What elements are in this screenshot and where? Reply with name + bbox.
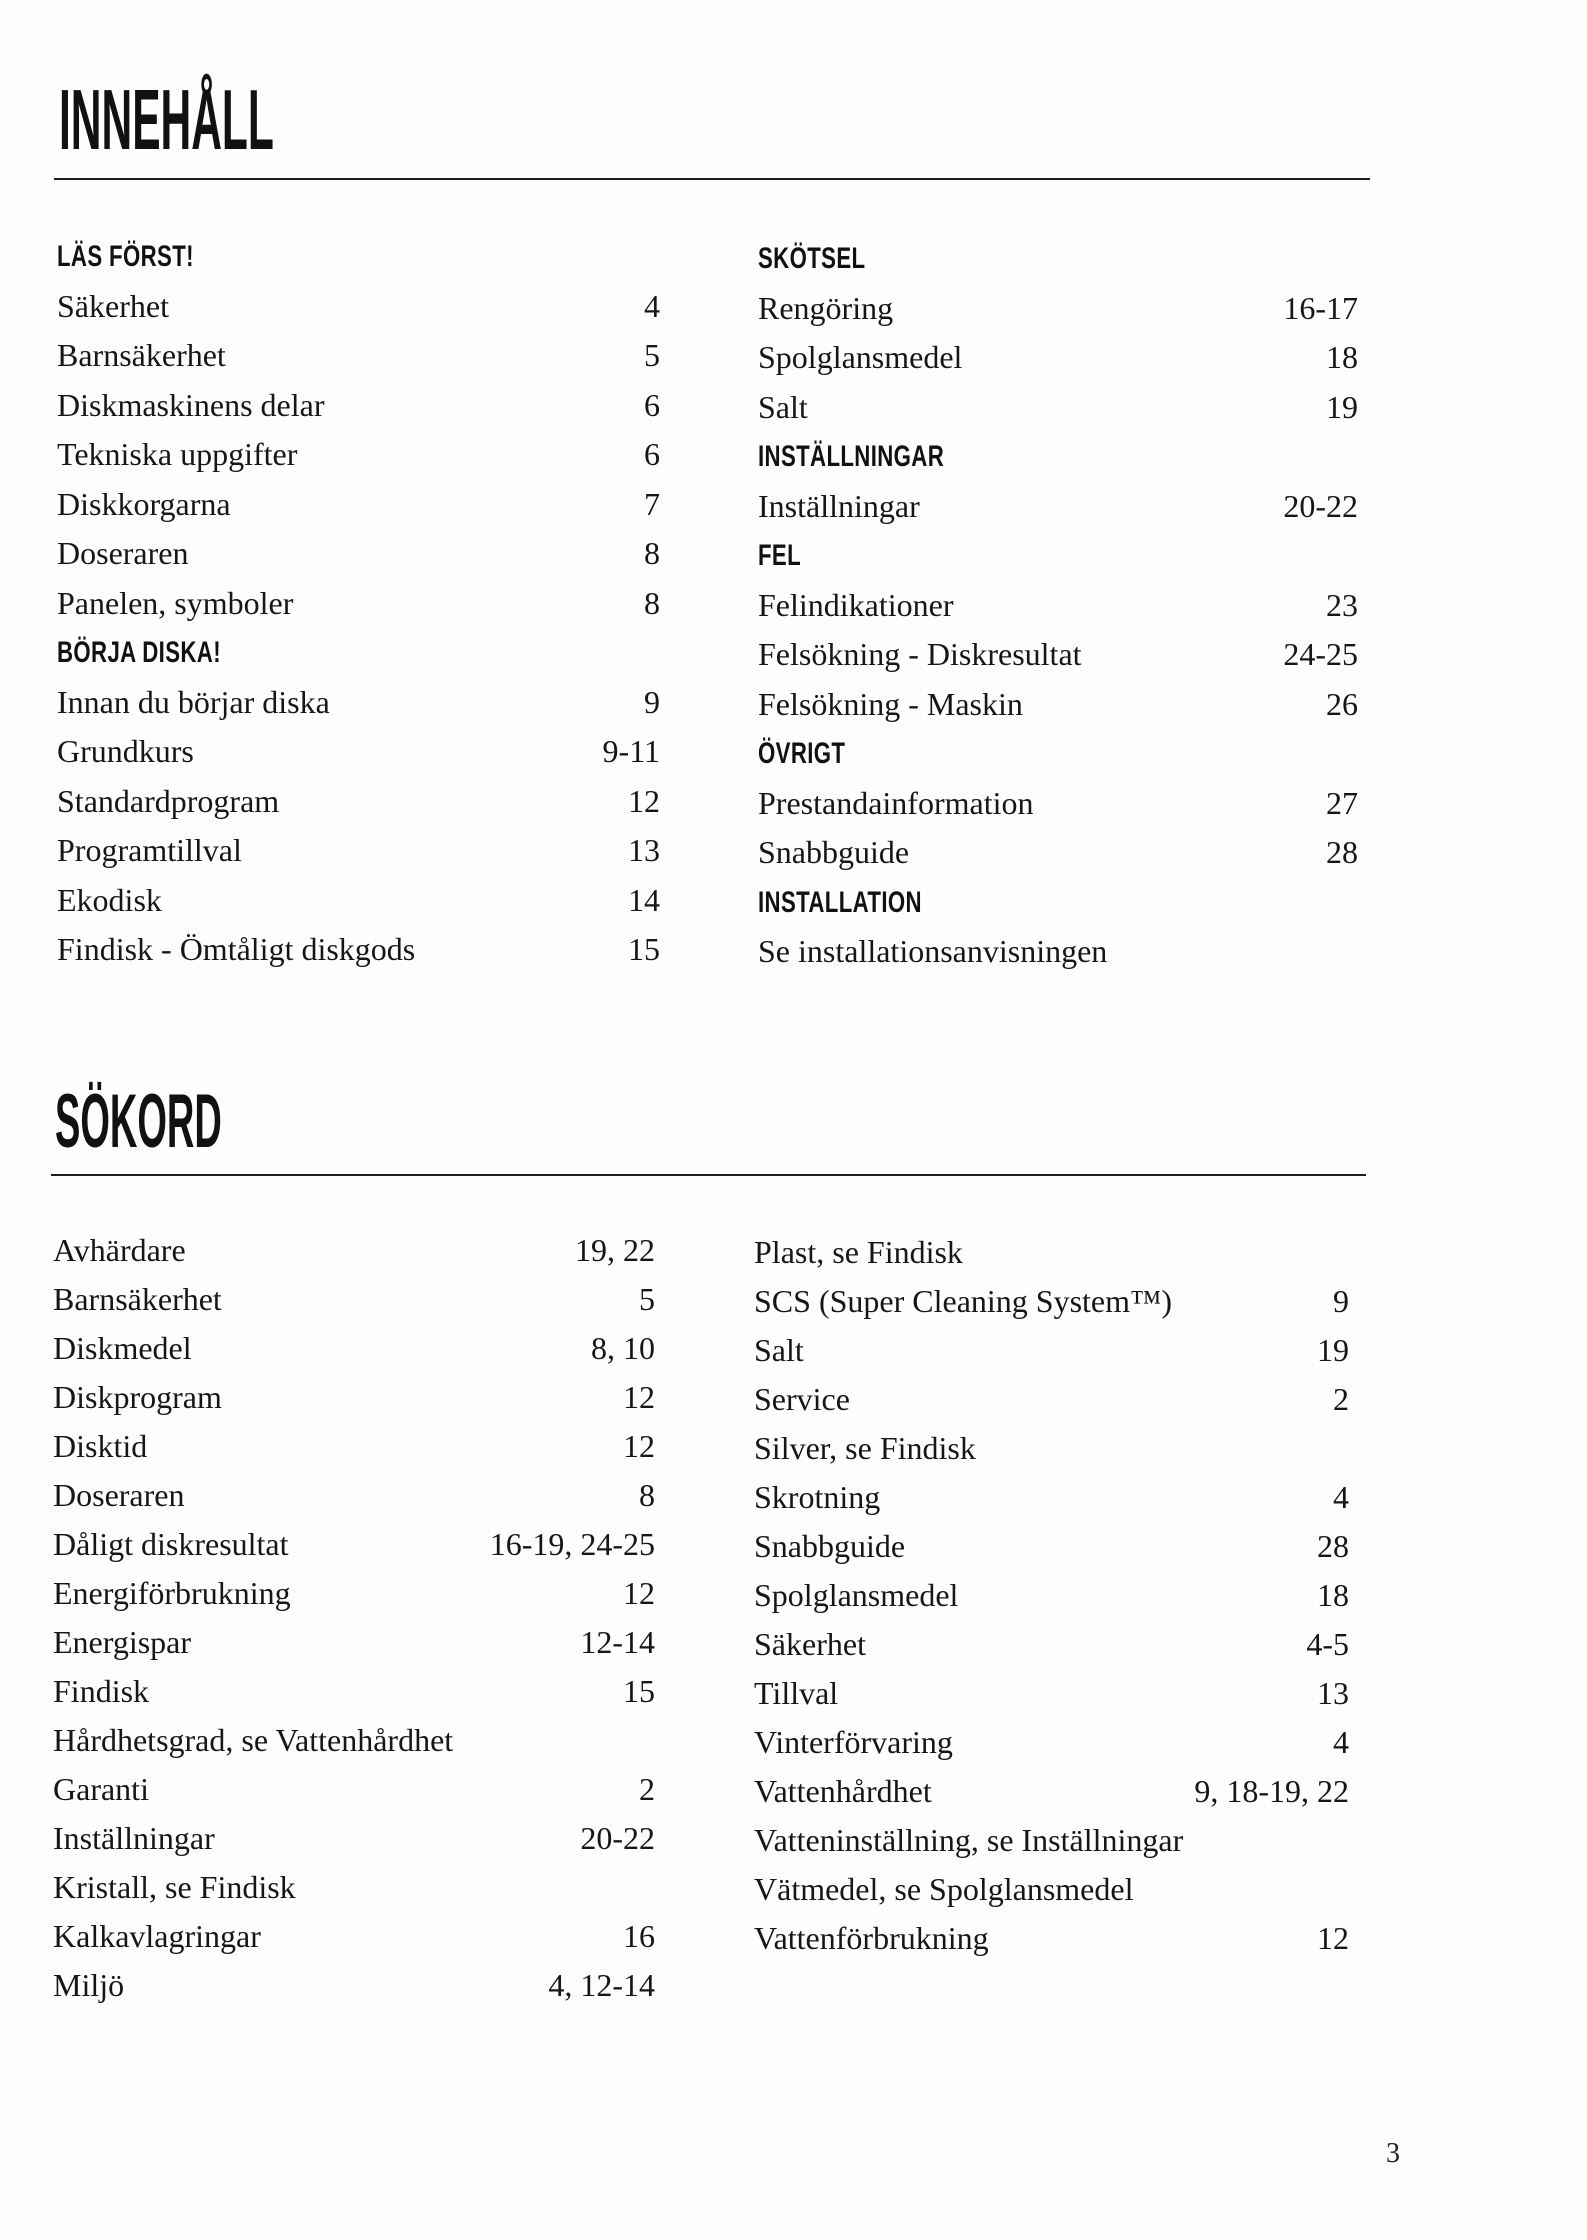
contents-title: INNEHÅLL bbox=[59, 73, 274, 168]
contents-entry bbox=[758, 333, 1358, 383]
contents-entry bbox=[758, 927, 1358, 977]
contents-entry-label: Tekniska uppgifter bbox=[57, 436, 298, 472]
contents-entry-label: Felindikationer bbox=[758, 586, 954, 623]
contents-entry-label: Säkerhet bbox=[57, 287, 169, 324]
contents-entry-page-ref: 13 bbox=[628, 832, 660, 868]
index-entry-label: Diskprogram bbox=[53, 1379, 222, 1415]
index-entry bbox=[754, 1375, 1349, 1424]
contents-entry bbox=[57, 727, 660, 777]
contents-entry bbox=[758, 779, 1358, 829]
section-heading: SKÖTSEL bbox=[758, 242, 866, 275]
contents-entry-label: Diskmaskinens delar bbox=[57, 386, 325, 423]
index-entry bbox=[754, 1522, 1349, 1571]
index-entry-page-ref: 8, 10 bbox=[591, 1330, 655, 1366]
index-entry bbox=[754, 1424, 1349, 1473]
index-entry-page-ref: 4 bbox=[1333, 1479, 1349, 1515]
contents-divider bbox=[54, 178, 1370, 180]
contents-entry-label: Se installationsanvisningen bbox=[758, 933, 1108, 969]
section-heading: ÖVRIGT bbox=[758, 737, 846, 770]
contents-entry-page-ref: 5 bbox=[644, 337, 660, 373]
contents-entry-label: Prestandainformation bbox=[758, 784, 1034, 821]
contents-entry-label: Innan du börjar diska bbox=[57, 683, 330, 720]
contents-entry-page-ref: 8 bbox=[644, 584, 660, 621]
index-entry-page-ref: 2 bbox=[639, 1771, 655, 1807]
index-entry-label: Vattenförbrukning bbox=[754, 1920, 989, 1956]
index-entry-page-ref: 12 bbox=[1317, 1920, 1349, 1956]
index-entry-label: Silver, se Findisk bbox=[754, 1430, 976, 1466]
contents-entry bbox=[758, 581, 1358, 631]
index-entry-label: Snabbguide bbox=[754, 1528, 906, 1564]
section-heading-row bbox=[758, 432, 1358, 482]
index-entry-label: Energiförbrukning bbox=[53, 1575, 291, 1611]
contents-entry-label: Doseraren bbox=[57, 535, 189, 571]
contents-entry-page-ref: 19 bbox=[1326, 388, 1358, 425]
index-entry bbox=[53, 1422, 655, 1471]
contents-entry-page-ref: 6 bbox=[644, 436, 660, 472]
index-entry-label: Vatteninställning, se Inställningar bbox=[754, 1822, 1184, 1858]
index-title: SÖKORD bbox=[55, 1079, 222, 1164]
contents-entry-label: Diskkorgarna bbox=[57, 485, 231, 522]
section-heading: LÄS FÖRST! bbox=[57, 240, 194, 273]
index-entry-label: Spolglansmedel bbox=[754, 1577, 959, 1613]
index-entry-label: Service bbox=[754, 1381, 850, 1417]
index-entry-label: Disktid bbox=[53, 1428, 148, 1464]
contents-entry bbox=[57, 430, 660, 480]
index-divider bbox=[51, 1174, 1366, 1176]
section-heading-row bbox=[758, 234, 1358, 284]
index-entry bbox=[754, 1914, 1349, 1963]
index-entry-page-ref: 4, 12-14 bbox=[548, 1967, 655, 2003]
contents-entry-page-ref: 24-25 bbox=[1283, 636, 1358, 672]
contents-entry-label: Panelen, symboler bbox=[57, 584, 294, 621]
index-entry-label: Vattenhårdhet bbox=[754, 1773, 932, 1809]
page-number: 3 bbox=[1386, 2138, 1400, 2169]
contents-entry bbox=[57, 282, 660, 332]
section-heading-row bbox=[758, 729, 1358, 779]
contents-entry-page-ref: 23 bbox=[1326, 586, 1358, 623]
contents-entry-page-ref: 9 bbox=[644, 683, 660, 720]
index-entry-page-ref: 9, 18-19, 22 bbox=[1194, 1773, 1349, 1809]
index-entry bbox=[53, 1373, 655, 1422]
contents-entry-label: Rengöring bbox=[758, 289, 894, 326]
index-entry bbox=[754, 1816, 1349, 1865]
contents-entry-page-ref: 4 bbox=[644, 287, 660, 324]
section-heading-row bbox=[758, 531, 1358, 581]
index-entry-label: Doseraren bbox=[53, 1477, 185, 1513]
index-entry-label: Plast, se Findisk bbox=[754, 1234, 963, 1270]
contents-entry bbox=[57, 331, 660, 381]
index-entry bbox=[53, 1912, 655, 1961]
contents-entry-label: Ekodisk bbox=[57, 881, 162, 918]
index-entry bbox=[754, 1767, 1349, 1816]
index-entry-label: Energispar bbox=[53, 1624, 192, 1660]
contents-entry bbox=[57, 480, 660, 530]
index-entry-page-ref: 19 bbox=[1317, 1332, 1349, 1368]
index-entry bbox=[754, 1228, 1349, 1277]
index-entry bbox=[754, 1277, 1349, 1326]
index-entry-page-ref: 16-19, 24-25 bbox=[489, 1526, 655, 1562]
index-entry-label: Findisk bbox=[53, 1673, 150, 1709]
section-heading-row bbox=[758, 878, 1358, 928]
contents-entry-page-ref: 27 bbox=[1326, 784, 1358, 821]
index-entry-page-ref: 28 bbox=[1317, 1528, 1349, 1564]
contents-entry bbox=[57, 925, 660, 975]
index-entry-label: Kalkavlagringar bbox=[53, 1918, 261, 1954]
contents-entry-label: Standardprogram bbox=[57, 782, 280, 819]
index-entry bbox=[53, 1569, 655, 1618]
index-entry-page-ref: 13 bbox=[1317, 1675, 1349, 1711]
index-entry-label: Diskmedel bbox=[53, 1330, 192, 1366]
contents-entry-page-ref: 20-22 bbox=[1283, 487, 1358, 524]
index-entry-label: Vinterförvaring bbox=[754, 1724, 953, 1760]
index-entry-label: Skrotning bbox=[754, 1479, 881, 1515]
contents-entry bbox=[57, 529, 660, 579]
index-entry-page-ref: 12 bbox=[623, 1379, 655, 1415]
section-heading: INSTALLATION bbox=[758, 885, 922, 919]
contents-entry-label: Spolglansmedel bbox=[758, 339, 963, 375]
index-entry-label: Avhärdare bbox=[53, 1232, 186, 1268]
contents-entry-label: Snabbguide bbox=[758, 834, 910, 870]
index-entry-label: Kristall, se Findisk bbox=[53, 1869, 296, 1905]
index-entry bbox=[53, 1961, 655, 2010]
index-entry-label: Salt bbox=[754, 1332, 804, 1368]
contents-entry bbox=[57, 876, 660, 926]
index-entry bbox=[53, 1226, 655, 1275]
index-entry bbox=[754, 1620, 1349, 1669]
contents-entry-page-ref: 16-17 bbox=[1283, 289, 1358, 326]
index-entry-page-ref: 16 bbox=[623, 1918, 655, 1954]
index-entry bbox=[53, 1814, 655, 1863]
index-entry bbox=[754, 1865, 1349, 1914]
index-entry bbox=[53, 1765, 655, 1814]
contents-entry-page-ref: 8 bbox=[644, 535, 660, 571]
index-entry-page-ref: 4 bbox=[1333, 1724, 1349, 1760]
contents-entry bbox=[758, 482, 1358, 532]
index-entry-label: Vätmedel, se Spolglansmedel bbox=[754, 1871, 1134, 1907]
index-entry-page-ref: 18 bbox=[1317, 1577, 1349, 1613]
index-entry-page-ref: 12-14 bbox=[580, 1624, 655, 1660]
index-entry bbox=[53, 1667, 655, 1716]
index-entry bbox=[53, 1275, 655, 1324]
index-entry-page-ref: 2 bbox=[1333, 1381, 1349, 1417]
contents-entry bbox=[57, 777, 660, 827]
contents-left-column bbox=[57, 232, 660, 975]
index-entry-page-ref: 5 bbox=[639, 1281, 655, 1317]
index-entry bbox=[754, 1571, 1349, 1620]
contents-entry bbox=[57, 826, 660, 876]
contents-entry bbox=[57, 579, 660, 629]
contents-entry bbox=[758, 630, 1358, 680]
contents-entry-page-ref: 26 bbox=[1326, 685, 1358, 722]
index-entry-label: Hårdhetsgrad, se Vattenhårdhet bbox=[53, 1722, 454, 1758]
index-entry-page-ref: 20-22 bbox=[580, 1820, 655, 1856]
index-entry-label: Säkerhet bbox=[754, 1626, 866, 1662]
index-entry bbox=[754, 1473, 1349, 1522]
contents-entry-page-ref: 12 bbox=[628, 782, 660, 819]
index-entry bbox=[53, 1520, 655, 1569]
contents-entry-label: Inställningar bbox=[758, 487, 920, 524]
index-entry-page-ref: 15 bbox=[623, 1673, 655, 1709]
index-entry-label: Garanti bbox=[53, 1771, 149, 1807]
section-heading: FEL bbox=[758, 539, 802, 572]
index-entry bbox=[754, 1669, 1349, 1718]
contents-entry-label: Barnsäkerhet bbox=[57, 337, 226, 373]
section-heading: BÖRJA DISKA! bbox=[57, 636, 221, 669]
contents-entry bbox=[758, 828, 1358, 878]
index-entry bbox=[53, 1716, 655, 1765]
index-entry-label: Miljö bbox=[53, 1967, 125, 2003]
index-entry bbox=[754, 1326, 1349, 1375]
contents-entry-label: Findisk - Ömtåligt diskgods bbox=[57, 931, 416, 967]
index-entry-label: Tillval bbox=[754, 1675, 839, 1711]
contents-entry-label: Grundkurs bbox=[57, 733, 194, 769]
contents-entry-label: Programtillval bbox=[57, 832, 242, 868]
contents-entry bbox=[758, 383, 1358, 433]
contents-entry bbox=[758, 680, 1358, 730]
contents-entry bbox=[57, 678, 660, 728]
contents-entry-page-ref: 15 bbox=[628, 931, 660, 967]
section-heading-row bbox=[57, 232, 660, 282]
index-entry-label: SCS (Super Cleaning System™) bbox=[754, 1283, 1173, 1319]
index-entry-page-ref: 12 bbox=[623, 1575, 655, 1611]
contents-entry-label: Salt bbox=[758, 388, 808, 425]
index-entry-label: Barnsäkerhet bbox=[53, 1281, 222, 1317]
index-entry-label: Inställningar bbox=[53, 1820, 215, 1856]
contents-entry-page-ref: 28 bbox=[1326, 834, 1358, 870]
contents-entry-page-ref: 9-11 bbox=[602, 733, 660, 769]
index-entry-page-ref: 4-5 bbox=[1306, 1626, 1349, 1662]
index-entry-page-ref: 9 bbox=[1333, 1283, 1349, 1319]
contents-entry-page-ref: 7 bbox=[644, 485, 660, 522]
contents-entry-page-ref: 18 bbox=[1326, 339, 1358, 375]
index-left-column bbox=[53, 1226, 655, 2010]
index-entry-page-ref: 12 bbox=[623, 1428, 655, 1464]
index-entry bbox=[53, 1618, 655, 1667]
contents-right-column bbox=[758, 234, 1358, 977]
index-entry bbox=[53, 1324, 655, 1373]
index-entry bbox=[754, 1718, 1349, 1767]
contents-entry-page-ref: 14 bbox=[628, 881, 660, 918]
contents-entry-page-ref: 6 bbox=[644, 386, 660, 423]
index-entry bbox=[53, 1863, 655, 1912]
section-heading: INSTÄLLNINGAR bbox=[758, 440, 945, 473]
section-heading-row bbox=[57, 628, 660, 678]
index-entry-label: Dåligt diskresultat bbox=[53, 1526, 289, 1562]
index-entry-page-ref: 8 bbox=[639, 1477, 655, 1513]
contents-entry-label: Felsökning - Diskresultat bbox=[758, 636, 1082, 672]
index-right-column bbox=[754, 1228, 1349, 1963]
contents-entry bbox=[57, 381, 660, 431]
contents-entry bbox=[758, 284, 1358, 334]
contents-entry-label: Felsökning - Maskin bbox=[758, 685, 1023, 722]
index-entry bbox=[53, 1471, 655, 1520]
index-entry-page-ref: 19, 22 bbox=[575, 1232, 655, 1268]
